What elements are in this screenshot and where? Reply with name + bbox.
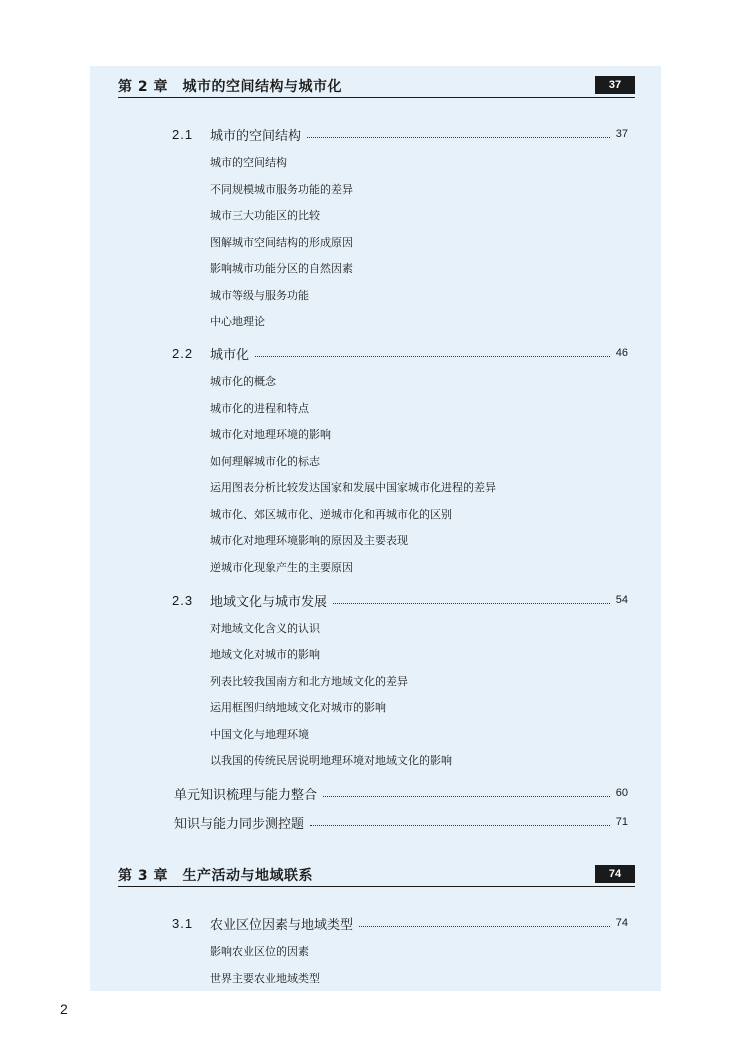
content-panel	[90, 66, 661, 991]
toc-item[interactable]: 运用框图归纳地域文化对城市的影响	[210, 701, 386, 714]
toc-extra[interactable]	[174, 812, 628, 832]
section-page: 46	[615, 347, 628, 359]
extra-title: 知识与能力同步测控题	[174, 816, 305, 832]
toc-item[interactable]: 城市三大功能区的比较	[210, 209, 320, 222]
toc-item[interactable]: 中国文化与地理环境	[210, 728, 309, 741]
toc-item[interactable]: 城市化的概念	[210, 375, 276, 388]
leader-dots	[323, 796, 610, 797]
chapter-rule	[118, 97, 635, 99]
toc-item[interactable]: 如何理解城市化的标志	[210, 455, 320, 468]
section-number: 2.1	[172, 126, 194, 142]
section-title: 农业区位因素与地域类型	[210, 917, 354, 933]
toc-item[interactable]: 世界主要农业地域类型	[210, 972, 320, 985]
section-title: 城市的空间结构	[210, 128, 302, 144]
toc-section[interactable]	[172, 343, 628, 363]
toc-extra[interactable]	[174, 783, 628, 803]
chapter-header[interactable]	[118, 861, 635, 889]
toc-item[interactable]: 不同规模城市服务功能的差异	[210, 183, 353, 196]
toc-item[interactable]: 逆城市化现象产生的主要原因	[210, 561, 353, 574]
toc-item[interactable]: 城市化、郊区城市化、逆城市化和再城市化的区别	[210, 508, 452, 521]
section-page: 54	[615, 594, 628, 606]
leader-dots	[255, 356, 610, 357]
extra-page: 71	[615, 816, 628, 828]
toc-item[interactable]: 城市化对地理环境的影响	[210, 428, 331, 441]
toc-item[interactable]: 城市化的进程和特点	[210, 402, 309, 415]
toc-item[interactable]: 中心地理论	[210, 315, 265, 328]
toc-item[interactable]: 城市化对地理环境影响的原因及主要表现	[210, 534, 408, 547]
toc-item[interactable]: 对地域文化含义的认识	[210, 622, 320, 635]
section-number: 2.3	[172, 592, 194, 608]
section-page: 74	[615, 917, 628, 929]
extra-page: 60	[615, 787, 628, 799]
chapter-title: 第 2 章 城市的空间结构与城市化	[118, 79, 342, 95]
toc-item[interactable]: 图解城市空间结构的形成原因	[210, 236, 353, 249]
leader-dots	[307, 137, 610, 138]
leader-dots	[359, 926, 610, 927]
page-number: 2	[60, 1001, 68, 1017]
chapter-page-badge: 74	[595, 865, 635, 883]
section-title: 地域文化与城市发展	[210, 594, 328, 610]
toc-item[interactable]: 列表比较我国南方和北方地域文化的差异	[210, 675, 408, 688]
section-number: 3.1	[172, 915, 194, 931]
leader-dots	[310, 825, 610, 826]
toc-item[interactable]: 以我国的传统民居说明地理环境对地域文化的影响	[210, 754, 452, 767]
chapter-header[interactable]	[118, 72, 635, 100]
chapter-title: 第 3 章 生产活动与地域联系	[118, 868, 313, 884]
toc-item[interactable]: 城市等级与服务功能	[210, 289, 309, 302]
toc-item[interactable]: 地域文化对城市的影响	[210, 648, 320, 661]
toc-section[interactable]	[172, 590, 628, 610]
leader-dots	[333, 603, 610, 604]
section-title: 城市化	[210, 347, 250, 363]
section-number: 2.2	[172, 345, 194, 361]
section-page: 37	[615, 128, 628, 140]
toc-item[interactable]: 运用图表分析比较发达国家和发展中国家城市化进程的差异	[210, 481, 496, 494]
toc-section[interactable]	[172, 913, 628, 933]
chapter-rule	[118, 886, 635, 888]
toc-item[interactable]: 影响城市功能分区的自然因素	[210, 262, 353, 275]
extra-title: 单元知识梳理与能力整合	[174, 787, 318, 803]
toc-item[interactable]: 城市的空间结构	[210, 156, 287, 169]
chapter-page-badge: 37	[595, 76, 635, 94]
toc-item[interactable]: 影响农业区位的因素	[210, 945, 309, 958]
toc-section[interactable]	[172, 124, 628, 144]
